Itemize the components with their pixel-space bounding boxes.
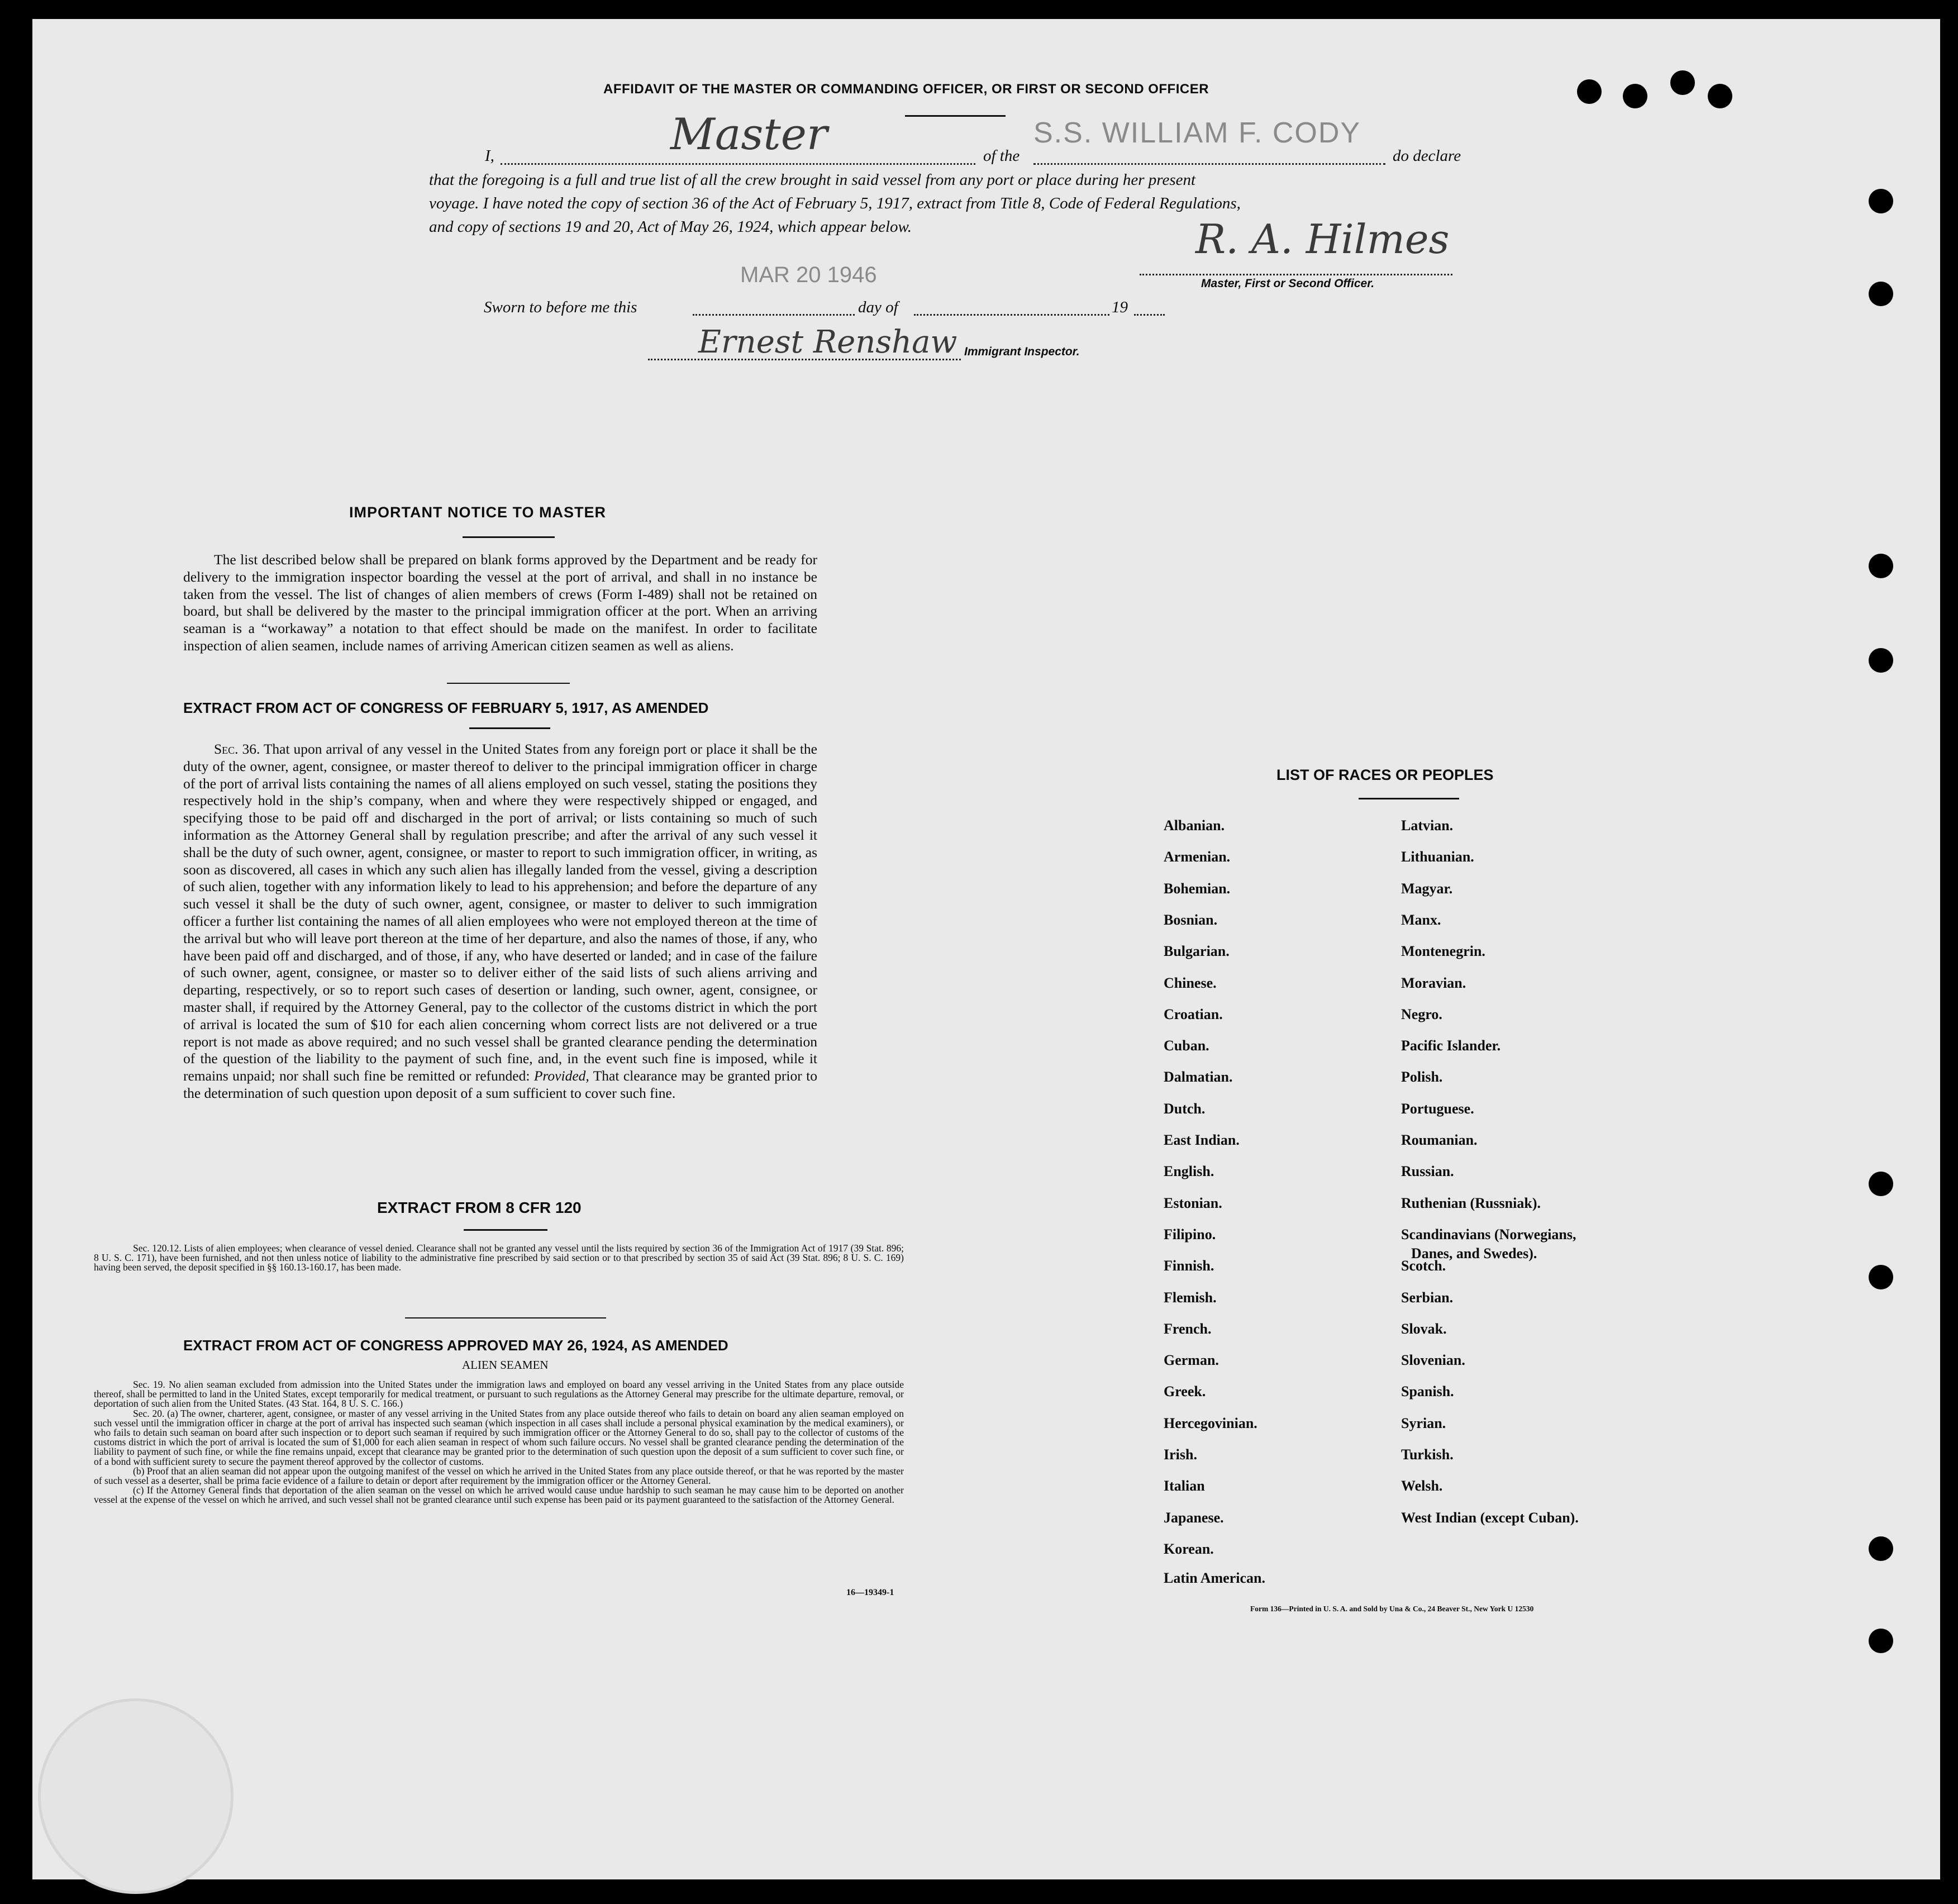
race-item: Syrian. xyxy=(1401,1415,1446,1431)
extract-1924-title: EXTRACT FROM ACT OF CONGRESS APPROVED MAY 26, 1924, AS AMENDED xyxy=(183,1337,728,1354)
race-item: Filipino. xyxy=(1164,1226,1216,1243)
race-item: Magyar. xyxy=(1401,880,1453,897)
race-item: Chinese. xyxy=(1164,974,1217,991)
notice-text: The list described below shall be prepared on blank forms approved by the Department and be ready for delivery to the immigration inspector boarding the vessel at the port of arrival, and shall in no instance be taken from the vessel. The list of changes of alien members of crews (Form I-489) shall not be retained on board, but shall be delivered by the master to the principal immigration officer at the port. When an arriving seaman is a “workaway” a notation to that effect should be made on the manifest. In order to facilitate inspection of alien seamen, include names of arriving American citizen seamen as well as aliens. xyxy=(183,551,817,654)
race-item: Latin American. xyxy=(1164,1569,1265,1586)
race-item: Portuguese. xyxy=(1401,1100,1474,1117)
form-code: 16—19349-1 xyxy=(846,1588,894,1597)
races-rule xyxy=(1359,798,1459,799)
title-rule xyxy=(905,115,1006,117)
notice-rule xyxy=(463,536,555,538)
affidavit-title: AFFIDAVIT OF THE MASTER OR COMMANDING OFFICER, OR FIRST OR SECOND OFFICER xyxy=(603,82,1209,97)
sec-20b-text: (b) Proof that an alien seaman did not appear upon the outgoing manifest of the vessel on which he arrived in the United States from any place outside thereof, or that he was reported by the master of such vessel as a deserter, shall be prima facie evidence of a failure to detain or deport after requirement by the immigration officer or the Attorney General. xyxy=(94,1465,904,1487)
inspector-signature: Ernest Renshaw xyxy=(698,324,957,360)
extract-1917-rule xyxy=(469,727,550,729)
provided-label: Provided, xyxy=(533,1068,589,1084)
master-signature: R. A. Hilmes xyxy=(1195,216,1450,263)
declaration-line3: and copy of sections 19 and 20, Act of May 26, 1924, which appear below. xyxy=(429,218,912,236)
race-item: East Indian. xyxy=(1164,1132,1240,1148)
punch-hole xyxy=(1869,282,1893,306)
punch-hole xyxy=(1708,84,1732,108)
race-item: Cuban. xyxy=(1164,1037,1209,1054)
race-item: Korean. xyxy=(1164,1540,1214,1557)
race-item: Dutch. xyxy=(1164,1100,1206,1117)
declaration-line1: that the foregoing is a full and true list of all the crew brought in said vessel from any port or place during her present xyxy=(429,171,1196,189)
race-item: Montenegrin. xyxy=(1401,943,1485,960)
declaration-line2: voyage. I have noted the copy of section 36 of the Act of February 5, 1917, extract from Title 8, Code of Federal Regulations, xyxy=(429,194,1241,212)
race-item: Pacific Islander. xyxy=(1401,1037,1501,1054)
vessel-field-line xyxy=(1033,163,1385,165)
extract-1917-text xyxy=(183,741,817,1102)
punch-hole xyxy=(1869,1265,1893,1289)
race-item: Ruthenian (Russniak). xyxy=(1401,1194,1541,1211)
month-field-line xyxy=(914,314,1109,316)
date-stamp: MAR 20 1946 xyxy=(740,263,877,287)
race-item: German. xyxy=(1164,1352,1219,1369)
cfr-rule xyxy=(464,1229,547,1231)
race-item: Dalmatian. xyxy=(1164,1069,1233,1086)
punch-hole xyxy=(1577,79,1602,104)
printer-imprint: Form 136—Printed in U. S. A. and Sold by Una & Co., 24 Beaver St., New York U 12530 xyxy=(1250,1605,1534,1613)
notice-title: IMPORTANT NOTICE TO MASTER xyxy=(349,504,606,521)
master-handwritten: Master xyxy=(670,110,828,160)
sec-20c-text: (c) If the Attorney General finds that deportation of the alien seaman on the vessel on which he arrived would cause undue hardship to such seaman he may cause him to be deported on another vessel at the expense of the vessel on which he arrived, and such vessel shall not be granted clearance until such expense has been paid or its payment guaranteed to the satisfaction of the Attorney General. xyxy=(94,1484,904,1506)
race-item: Welsh. xyxy=(1401,1478,1443,1494)
cfr-end-rule xyxy=(405,1317,606,1318)
cfr-text: Sec. 120.12. Lists of alien employees; when clearance of vessel denied. Clearance shall not be granted any vessel until the lists required by section 36 of the Immigration Act of 1917 (39 Stat. 896; 8 U. S. C. 171), have been furnished, and not then unless notice of liability to the administrative fine prescribed by said section or to that prescribed by section 35 of said Act (39 Stat. 896; 8 U. S. C. 169) having been served, the deposit specified in §§ 160.13-160.17, has been made. xyxy=(94,1243,904,1273)
sec-19-text: Sec. 19. No alien seaman excluded from admission into the United States under the immigration laws and employed on board any vessel arriving in the United States from any place outside thereof, shall be permitted to land in the United States, except temporarily for medical treatment, or pursuant to such regulations as the Attorney General may prescribe for the ultimate departure, removal, or deportation of such alien from the United States. (43 Stat. 164, 8 U. S. C. 166.) xyxy=(94,1379,904,1410)
race-item: Russian. xyxy=(1401,1163,1454,1180)
extract-1924-text xyxy=(94,1380,904,1505)
race-item: Turkish. xyxy=(1401,1446,1454,1463)
punch-hole xyxy=(1869,1629,1893,1653)
punch-hole xyxy=(1869,648,1893,673)
inspector-caption: Immigrant Inspector. xyxy=(964,345,1080,358)
signature-line xyxy=(1140,274,1452,275)
i-label: I, xyxy=(485,147,494,165)
race-item: Spanish. xyxy=(1401,1383,1454,1400)
races-title: LIST OF RACES OR PEOPLES xyxy=(1276,767,1494,783)
race-item: West Indian (except Cuban). xyxy=(1401,1509,1579,1526)
sec-20a-text: Sec. 20. (a) The owner, charterer, agent, consignee, or master of any vessel arriving in the United States from any place outside thereof who fails to detain on board any alien seaman employed on such vessel until the immigration officer in charge at the port of arrival has inspected such seaman (which inspection in all cases shall include a personal physical examination by the medical examiners), or who fails to detain such seaman on board after such inspection or to deport such seaman if required by such immigration officer or the Attorney General to do so, shall pay to the collector of customs of the customs district in which the port of arrival is located the sum of $1,000 for each alien seaman in respect of whom such failure occurs. No vessel shall be granted clearance pending the determination of the liability to payment of such fine, or while the fine remains unpaid, except that clearance may be granted prior to the determination of such question upon the deposit of a sum sufficient to cover such fine, or of a bond with sufficient surety to secure the payment thereof approved by the collector of customs. xyxy=(94,1407,904,1467)
race-item: Negro. xyxy=(1401,1006,1442,1022)
alien-seamen-subtitle: ALIEN SEAMEN xyxy=(462,1358,549,1372)
punch-hole xyxy=(1869,189,1893,213)
year-prefix: 19 xyxy=(1112,298,1128,316)
punch-hole xyxy=(1623,84,1647,108)
extract-1917-title: EXTRACT FROM ACT OF CONGRESS OF FEBRUARY 5, 1917, AS AMENDED xyxy=(183,699,709,716)
inspector-line xyxy=(648,359,961,360)
race-item: Slovak. xyxy=(1401,1320,1447,1337)
race-item: Serbian. xyxy=(1401,1289,1454,1306)
race-item: Manx. xyxy=(1401,911,1441,928)
punch-hole xyxy=(1670,70,1695,95)
race-item: Croatian. xyxy=(1164,1006,1223,1022)
race-item: Hercegovinian. xyxy=(1164,1415,1257,1431)
sworn-label: Sworn to before me this xyxy=(484,298,637,316)
race-item: Scandinavians (Norwegians, xyxy=(1401,1226,1576,1243)
race-item: Slovenian. xyxy=(1401,1352,1465,1369)
race-item: Bosnian. xyxy=(1164,911,1218,928)
race-item: Estonian. xyxy=(1164,1194,1222,1211)
master-caption: Master, First or Second Officer. xyxy=(1201,277,1375,290)
punch-hole xyxy=(1869,1536,1893,1561)
sec-36-label: Sec. 36. xyxy=(214,741,260,757)
race-item: Italian xyxy=(1164,1478,1205,1494)
race-item: Lithuanian. xyxy=(1401,849,1474,865)
master-field-line xyxy=(501,163,975,165)
race-item: Japanese. xyxy=(1164,1509,1224,1526)
punch-hole xyxy=(1869,1172,1893,1196)
provided-body: That clearance may be granted prior to the determination of such question upon deposit of a sum sufficient to cover such fine. xyxy=(183,1068,817,1101)
do-declare-label: do declare xyxy=(1393,147,1461,165)
of-the-label: of the xyxy=(983,147,1020,165)
race-item: Danes, and Swedes). xyxy=(1411,1245,1537,1262)
race-item: Armenian. xyxy=(1164,849,1231,865)
race-item: Flemish. xyxy=(1164,1289,1217,1306)
vessel-stamp: S.S. WILLIAM F. CODY xyxy=(1033,117,1361,149)
race-item: English. xyxy=(1164,1163,1214,1180)
race-item: Bohemian. xyxy=(1164,880,1231,897)
year-field-line xyxy=(1134,314,1165,316)
punch-hole xyxy=(1869,554,1893,578)
race-item: Irish. xyxy=(1164,1446,1197,1463)
race-item: Roumanian. xyxy=(1401,1132,1478,1148)
day-field-line xyxy=(693,314,855,316)
race-item: Latvian. xyxy=(1401,817,1454,834)
embossed-seal xyxy=(38,1698,234,1894)
race-item: Moravian. xyxy=(1401,974,1466,991)
cfr-title: EXTRACT FROM 8 CFR 120 xyxy=(377,1199,582,1216)
race-item: Finnish. xyxy=(1164,1258,1214,1274)
race-item: Scotch. xyxy=(1401,1258,1446,1274)
notice-end-rule xyxy=(447,683,570,684)
race-item: Polish. xyxy=(1401,1069,1443,1086)
day-of-label: day of xyxy=(858,298,898,316)
sec-36-body: That upon arrival of any vessel in the United States from any foreign port or place it shall be the duty of the owner, agent, consignee, or master thereof to deliver to the principal immigration officer in charge of the port of arrival lists containing the names of all aliens employed on such vessel, stating the positions they respectively hold in the ship’s company, when and where they were respectively shipped or engaged, and specifying those to be paid off and discharged in the port of arrival; or lists containing so much of such information as the Attorney General shall by regulation prescribe; and after the arrival of any such vessel it shall be the duty of such owner, agent, consignee, or master to report to such immigration officer, in writing, as soon as discovered, all cases in which any such alien has illegally landed from the vessel, giving a description of such alien, together with any information likely to lead to his apprehension; and before the departure of any such vessel it shall be the duty of such owner, agent, consignee, or master to deliver to such immigration officer a further list containing the names of all alien employees who were not employed thereon at the time of the arrival but who will leave port thereon at the time of her departure, and also the names of those, if any, who have been paid off and discharged, and of those, if any, who have deserted or landed; and in case of the failure of such owner, agent, consignee, or master so to deliver either of the said lists of such aliens arriving and departing, respectively, or so to report such cases of desertion or landing, such owner, agent, consignee, or master shall, if required by the Attorney General, pay to the collector of the customs district in which the port of arrival is located the sum of $10 for each alien concerning whom correct lists are not delivered or a true report is not made as above required; and no such vessel shall be granted clearance pending the determination of the question of the liability to the payment of such fine, and, in the event such fine is imposed, while it remains unpaid; nor shall such fine be remitted or refunded: xyxy=(183,741,817,1084)
race-item: Bulgarian. xyxy=(1164,943,1230,960)
race-item: Albanian. xyxy=(1164,817,1225,834)
race-item: Greek. xyxy=(1164,1383,1206,1400)
race-item: French. xyxy=(1164,1320,1212,1337)
